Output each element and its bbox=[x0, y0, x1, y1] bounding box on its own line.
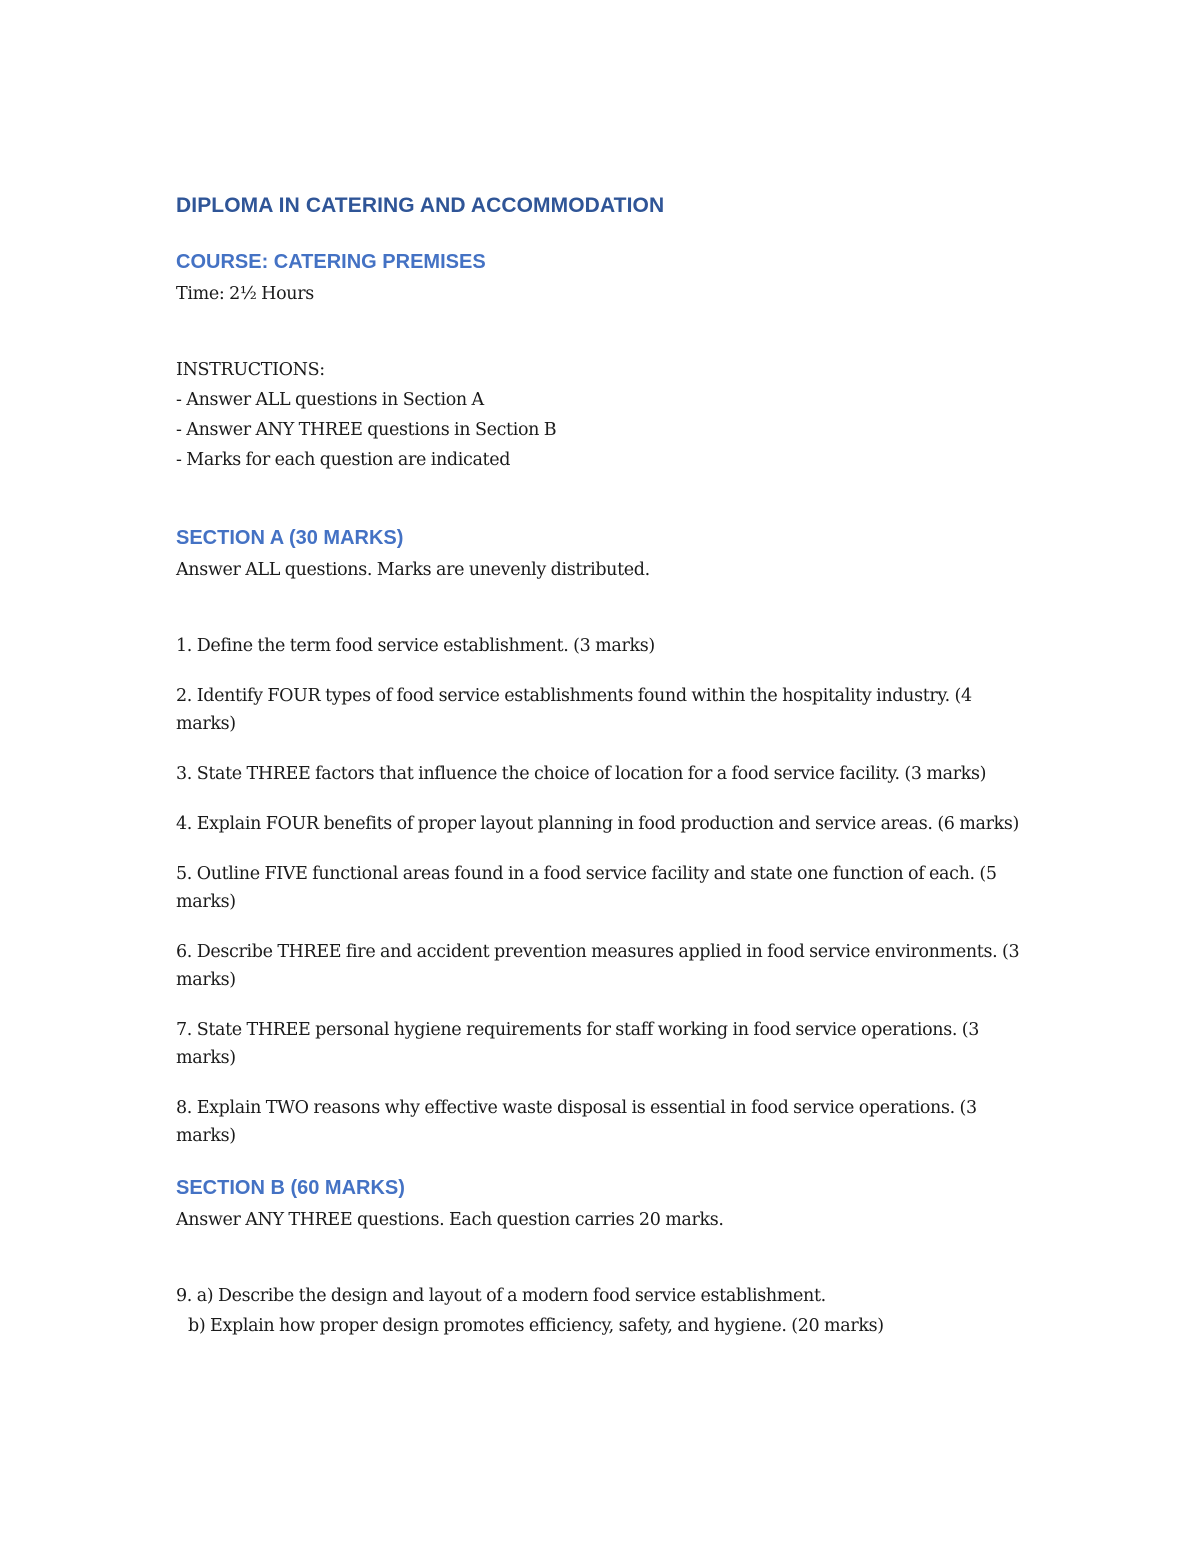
question-1: 1. Define the term food service establishment. (3 marks) bbox=[176, 636, 655, 656]
question-9-part-b: b) Explain how proper design promotes efficiency, safety, and hygiene. (20 marks) bbox=[188, 1316, 884, 1336]
section-b bbox=[176, 1174, 1026, 1340]
question-9-part-a: 9. a) Describe the design and layout of a modern food service establishment. bbox=[176, 1286, 826, 1306]
instruction-item: - Marks for each question are indicated bbox=[176, 450, 511, 470]
instructions-block bbox=[176, 356, 1026, 474]
instruction-item: - Answer ANY THREE questions in Section B bbox=[176, 420, 557, 440]
question-4: 4. Explain FOUR benefits of proper layout planning in food production and service areas. (6 marks) bbox=[176, 814, 1019, 834]
question-2: 2. Identify FOUR types of food service establishments found within the hospitality industry. (4 marks) bbox=[176, 686, 972, 734]
instruction-item: - Answer ALL questions in Section A bbox=[176, 390, 484, 410]
section-a-instruction: Answer ALL questions. Marks are unevenly distributed. bbox=[176, 560, 650, 580]
section-a-heading: SECTION A (30 MARKS) bbox=[176, 527, 404, 549]
course-heading: COURSE: CATERING PREMISES bbox=[176, 251, 486, 273]
section-b-instruction: Answer ANY THREE questions. Each question carries 20 marks. bbox=[176, 1210, 724, 1230]
question-9 bbox=[176, 1282, 1026, 1340]
exam-time: Time: 2½ Hours bbox=[176, 284, 314, 304]
question-7: 7. State THREE personal hygiene requirements for staff working in food service operations. (3 marks) bbox=[176, 1020, 980, 1068]
document-title: DIPLOMA IN CATERING AND ACCOMMODATION bbox=[176, 194, 665, 217]
question-8: 8. Explain TWO reasons why effective waste disposal is essential in food service operations. (3 marks) bbox=[176, 1098, 977, 1146]
question-5: 5. Outline FIVE functional areas found in a food service facility and state one function of each. (5 marks) bbox=[176, 864, 997, 912]
question-3: 3. State THREE factors that influence the choice of location for a food service facility. (3 marks) bbox=[176, 764, 987, 784]
exam-content bbox=[176, 192, 1026, 1340]
instructions-heading: INSTRUCTIONS: bbox=[176, 360, 325, 380]
question-6: 6. Describe THREE fire and accident prevention measures applied in food service environments. (3 marks) bbox=[176, 942, 1020, 990]
section-a bbox=[176, 524, 1026, 1150]
section-b-heading: SECTION B (60 MARKS) bbox=[176, 1177, 405, 1199]
